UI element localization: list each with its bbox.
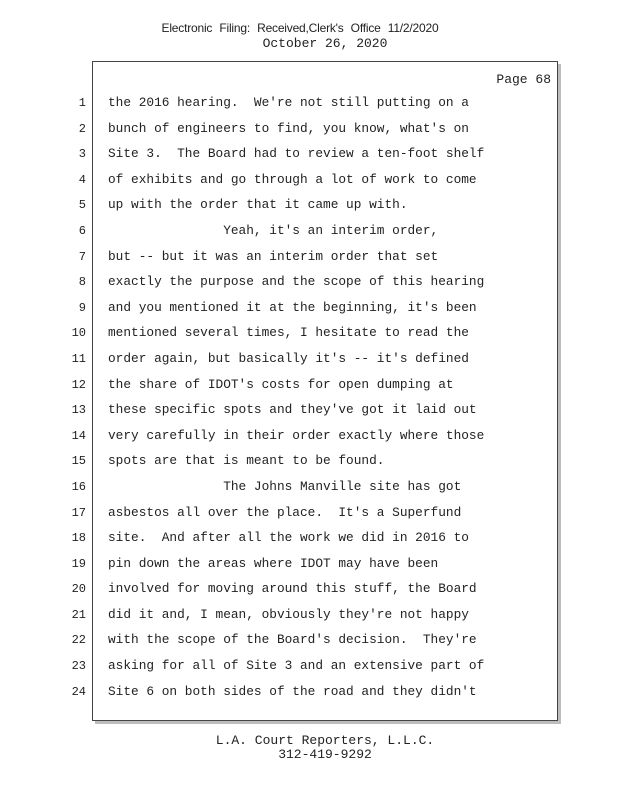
line-number: 6	[78, 223, 86, 238]
line-number: 2	[78, 121, 86, 136]
line-number: 22	[71, 633, 86, 648]
transcript-line: mentioned several times, I hesitate to read the	[108, 325, 469, 341]
line-number: 11	[71, 351, 86, 366]
transcript-line: Yeah, it's an interim order,	[108, 222, 439, 238]
line-number: 4	[78, 172, 86, 187]
line-number: 3	[78, 147, 86, 162]
line-number: 20	[71, 582, 86, 597]
line-number: 18	[71, 531, 86, 546]
transcript-line: asbestos all over the place. It's a Superfund	[108, 504, 462, 520]
line-number: 23	[71, 659, 86, 674]
line-number: 14	[71, 428, 86, 443]
transcript-line: did it and, I mean, obviously they're not happy	[108, 606, 469, 622]
transcript-line: bunch of engineers to find, you know, what's on	[108, 120, 469, 136]
line-number: 24	[71, 684, 86, 699]
line-number: 17	[71, 505, 86, 520]
transcript-line: asking for all of Site 3 and an extensive part of	[108, 658, 485, 674]
transcript-text	[108, 94, 548, 708]
line-number: 5	[78, 198, 86, 213]
line-number: 7	[78, 249, 86, 264]
transcript-line: pin down the areas where IDOT may have been	[108, 555, 439, 571]
line-number: 13	[71, 403, 86, 418]
transcript-line: of exhibits and go through a lot of work to come	[108, 171, 477, 187]
transcript-line: up with the order that it came up with.	[108, 197, 408, 213]
transcript-date: October 26, 2020	[262, 36, 388, 51]
transcript-line: Site 6 on both sides of the road and they didn't	[108, 683, 477, 699]
transcript-line: the share of IDOT's costs for open dumping at	[108, 376, 454, 392]
transcript-line: order again, but basically it's -- it's defined	[108, 350, 469, 366]
line-number: 9	[78, 300, 86, 315]
line-number: 16	[71, 479, 86, 494]
transcript-line: exactly the purpose and the scope of this hearing	[108, 274, 485, 290]
line-number: 12	[71, 377, 86, 392]
transcript-line: spots are that is meant to be found.	[108, 453, 385, 469]
transcript-line: and you mentioned it at the beginning, it's been	[108, 299, 477, 315]
transcript-line: the 2016 hearing. We're not still putting on a	[108, 95, 469, 110]
transcript-line: site. And after all the work we did in 2016 to	[108, 530, 469, 546]
transcript-line: with the scope of the Board's decision. They're	[108, 632, 477, 648]
line-number: 15	[71, 454, 86, 469]
transcript-line: The Johns Manville site has got	[108, 478, 462, 494]
line-number: 19	[71, 556, 86, 571]
page-number: Page 68	[496, 72, 551, 87]
line-number: 8	[78, 275, 86, 290]
electronic-filing-stamp: Electronic Filing: Received,Clerk's Office 11/2/2020	[161, 21, 439, 35]
line-number: 1	[78, 96, 86, 110]
transcript-line: but -- but it was an interim order that set	[108, 248, 439, 264]
transcript-line: these specific spots and they've got it laid out	[108, 402, 477, 418]
transcript-line: very carefully in their order exactly where those	[108, 427, 485, 443]
transcript-line: involved for moving around this stuff, the Board	[108, 581, 477, 597]
line-number: 10	[71, 326, 86, 341]
court-reporter-phone: 312-419-9292	[278, 747, 372, 762]
court-reporter-name: L.A. Court Reporters, L.L.C.	[215, 733, 435, 748]
line-number: 21	[71, 607, 86, 622]
line-number-column	[60, 94, 86, 708]
transcript-line: Site 3. The Board had to review a ten-foot shelf	[108, 146, 485, 162]
